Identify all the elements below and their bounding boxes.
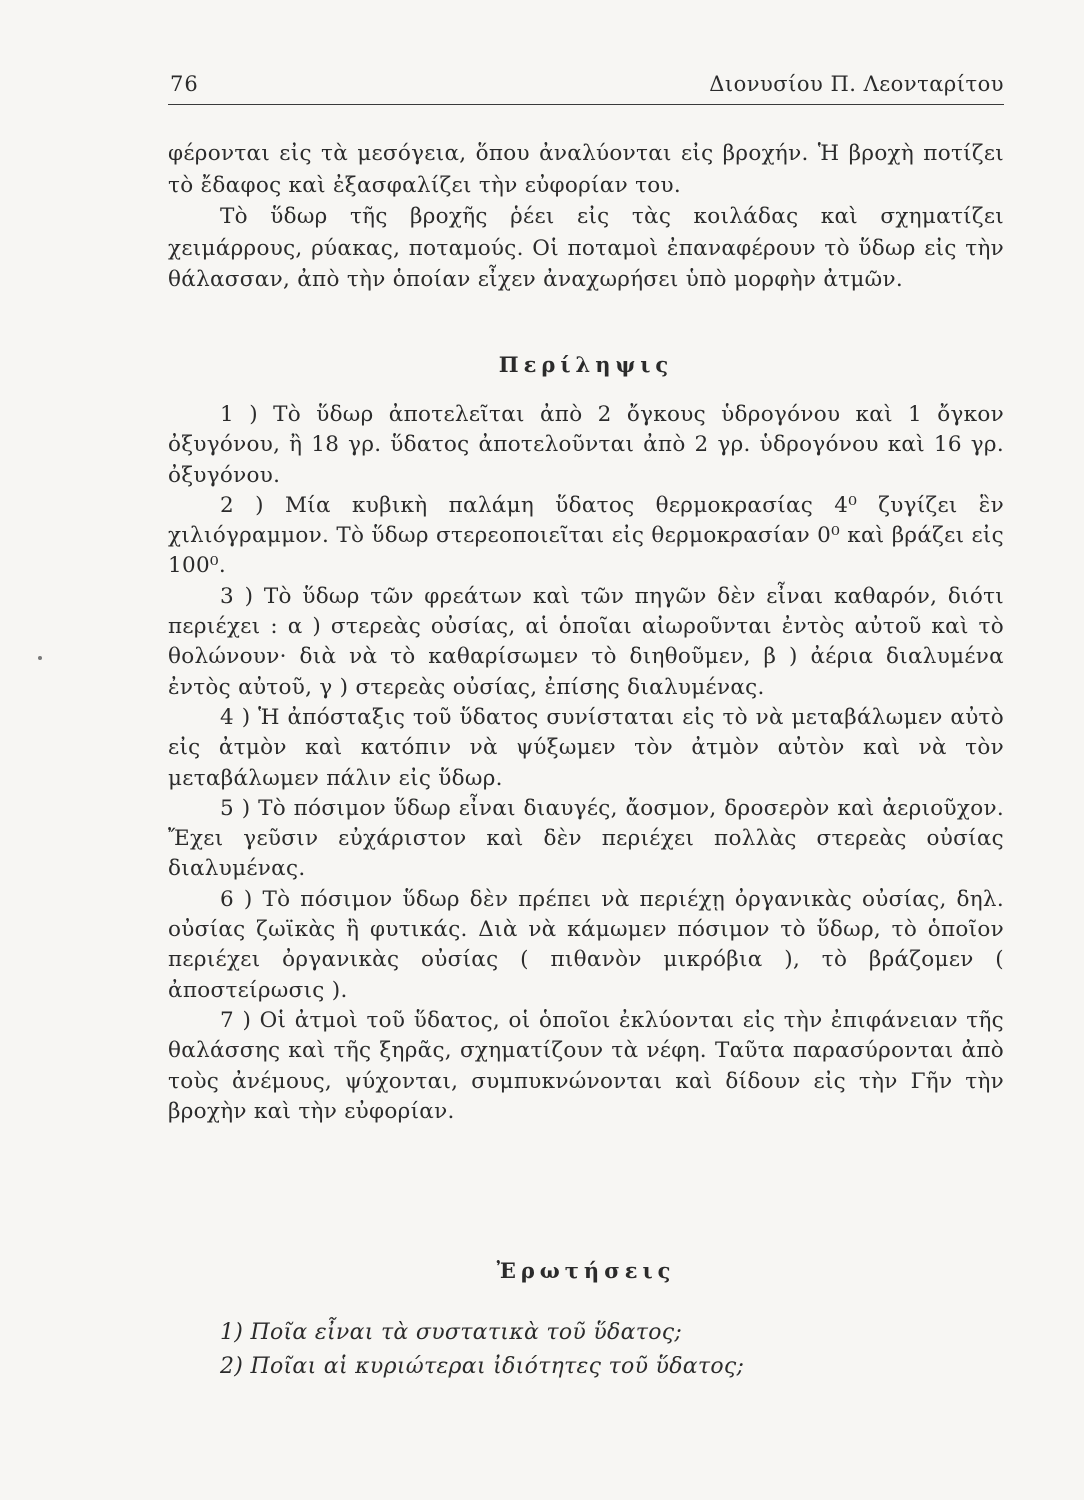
intro-paragraph: Τὸ ὕδωρ τῆς βροχῆς ῥέει εἰς τὰς κοιλάδας καὶ σχηματίζει χειμάρρους, ρύακας, ποταμούς. Οἱ ποταμοὶ ἐπαναφέρουν τὸ ὕδωρ εἰς τὴν θάλασσαν, ἀπὸ τὴν ὁποίαν εἶχεν ἀναχωρήσει ὑπὸ μορφὴν ἀτμῶν. (168, 204, 1004, 292)
summary-item: 6 ) Τὸ πόσιμον ὕδωρ δὲν πρέπει νὰ περιέχῃ ὀργανικὰς οὐσίας, δηλ. οὐσίας ζωϊκὰς ἢ φυτικάς. Διὰ νὰ κάμωμεν πόσιμον τὸ ὕδωρ, τὸ ὁποῖον περιέχει ὀργανικὰς οὐσίας ( πιθανὸν μικρόβια ), τὸ βράζομεν ( ἀποστείρωσις ). (168, 886, 1004, 1003)
summary-item: 1 ) Τὸ ὕδωρ ἀποτελεῖται ἀπὸ 2 ὄγκους ὑδρογόνου καὶ 1 ὄγκον ὀξυγόνου, ἢ 18 γρ. ὕδατος ἀποτελοῦνται ἀπὸ 2 γρ. ὑδρογόνου καὶ 16 γρ. ὀξυγόνου. (168, 402, 1004, 488)
summary-item: 7 ) Οἱ ἀτμοὶ τοῦ ὕδατος, οἱ ὁποῖοι ἐκλύονται εἰς τὴν ἐπιφάνειαν τῆς θαλάσσης καὶ τῆς ξηρᾶς, σχηματίζουν τὰ νέφη. Ταῦτα παρασύρονται ἀπὸ τοὺς ἀνέμους, ψύχονται, συμπυκνώνονται καὶ δίδουν εἰς τὴν Γῆν τὴν βροχὴν καὶ τὴν εὐφορίαν. (168, 1007, 1004, 1124)
print-speck (38, 656, 42, 660)
question-item: 2) Ποῖαι αἱ κυριώτεραι ἰδιότητες τοῦ ὕδατος; (220, 1354, 745, 1379)
summary-list (168, 400, 1004, 1127)
running-title: Διονυσίου Π. Λεονταρίτου (709, 72, 1004, 96)
summary-item: 2 ) Μία κυβικὴ παλάμη ὕδατος θερμοκρασίας 4⁰ ζυγίζει ἓν χιλιόγραμμον. Τὸ ὕδωρ στερεοποιεῖται εἰς θερμοκρασίαν 0⁰ καὶ βράζει εἰς 100⁰. (168, 492, 1004, 579)
running-head (170, 72, 1004, 106)
intro-text (168, 138, 1004, 296)
summary-item: 5 ) Τὸ πόσιμον ὕδωρ εἶναι διαυγές, ἄοσμον, δροσερὸν καὶ ἀεριοῦχον. Ἔχει γεῦσιν εὐχάριστον καὶ δὲν περιέχει πολλὰς στερεὰς οὐσίας διαλυμένας. (168, 795, 1004, 882)
page-number: 76 (170, 72, 199, 96)
intro-paragraph: φέρονται εἰς τὰ μεσόγεια, ὅπου ἀναλύονται εἰς βροχήν. Ἡ βροχὴ ποτίζει τὸ ἔδαφος καὶ ἐξασφαλίζει τὴν εὐφορίαν του. (168, 141, 1004, 198)
questions-list (168, 1316, 1004, 1384)
summary-heading: Περίληψις (498, 352, 674, 377)
summary-item: 3 ) Τὸ ὕδωρ τῶν φρεάτων καὶ τῶν πηγῶν δὲν εἶναι καθαρόν, διότι περιέχει : α ) στερεὰς οὐσίας, αἱ ὁποῖαι αἰωροῦνται ἐντὸς αὐτοῦ καὶ τὸ θολώνουν· διὰ νὰ τὸ καθαρίσωμεν τὸ διηθοῦμεν, β ) ἀέρια διαλυμένα ἐντὸς αὐτοῦ, γ ) στερεὰς οὐσίας, ἐπίσης διαλυμένας. (168, 583, 1004, 700)
question-item: 1) Ποῖα εἶναι τὰ συστατικὰ τοῦ ὕδατος; (220, 1320, 683, 1345)
summary-item: 4 ) Ἡ ἀπόσταξις τοῦ ὕδατος συνίσταται εἰς τὸ νὰ μεταβάλωμεν αὐτὸ εἰς ἀτμὸν καὶ κατόπιν νὰ ψύξωμεν τὸν ἀτμὸν αὐτὸν καὶ νὰ τὸν μεταβάλωμεν πάλιν εἰς ὕδωρ. (168, 704, 1004, 791)
questions-heading: Ἐρωτήσεις (496, 1258, 676, 1283)
header-rule (168, 104, 1004, 105)
